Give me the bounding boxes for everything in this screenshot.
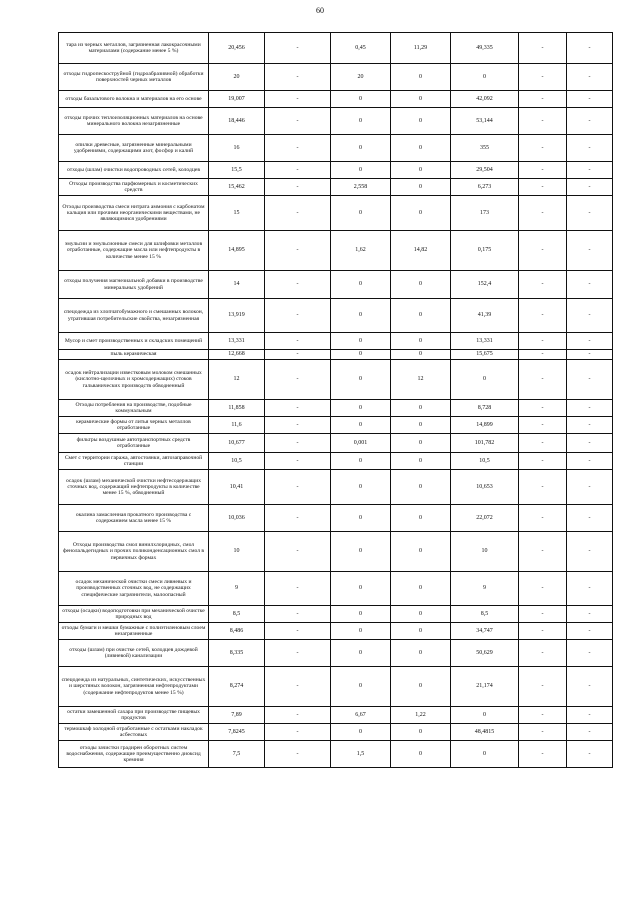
value-cell-c4: 0 (391, 179, 451, 196)
waste-name-cell: спецодежда из натуральных, синтетических, искусственных и шерстяных волокон, загрязненная нефтепродуктами (содержание нефтепродуктов менее 15 %) (59, 667, 209, 707)
value-cell-c5: 41,39 (451, 299, 519, 333)
value-cell-c2: - (265, 606, 331, 623)
value-cell-c7: - (567, 532, 613, 572)
value-cell-c3: 0 (331, 606, 391, 623)
value-cell-c6: - (519, 640, 567, 667)
value-cell-c5: 0 (451, 741, 519, 768)
value-cell-c6: - (519, 505, 567, 532)
value-cell-c2: - (265, 707, 331, 724)
value-cell-c1: 10 (209, 532, 265, 572)
table-row (59, 572, 613, 606)
value-cell-c6: - (519, 667, 567, 707)
waste-name-cell: тара из черных металлов, загрязненная лакокрасочными материалами (содержание менее 5 %) (59, 33, 209, 64)
value-cell-c5: 48,4815 (451, 724, 519, 741)
table-row (59, 667, 613, 707)
value-cell-c3: 0 (331, 667, 391, 707)
value-cell-c2: - (265, 162, 331, 179)
value-cell-c6: - (519, 606, 567, 623)
value-cell-c2: - (265, 360, 331, 400)
value-cell-c5: 101,782 (451, 434, 519, 453)
value-cell-c4: 0 (391, 505, 451, 532)
table-row (59, 271, 613, 299)
value-cell-c5: 14,899 (451, 417, 519, 434)
value-cell-c6: - (519, 33, 567, 64)
value-cell-c6: - (519, 231, 567, 271)
value-cell-c7: - (567, 400, 613, 417)
table-row (59, 135, 613, 162)
value-cell-c4: 0 (391, 64, 451, 91)
table-row (59, 532, 613, 572)
value-cell-c7: - (567, 64, 613, 91)
value-cell-c2: - (265, 667, 331, 707)
value-cell-c7: - (567, 271, 613, 299)
value-cell-c3: 0 (331, 505, 391, 532)
value-cell-c1: 8,5 (209, 606, 265, 623)
value-cell-c1: 15,462 (209, 179, 265, 196)
value-cell-c1: 20 (209, 64, 265, 91)
value-cell-c6: - (519, 271, 567, 299)
value-cell-c2: - (265, 572, 331, 606)
value-cell-c3: 0 (331, 350, 391, 360)
value-cell-c1: 19,007 (209, 91, 265, 108)
value-cell-c2: - (265, 64, 331, 91)
table-row (59, 400, 613, 417)
value-cell-c1: 16 (209, 135, 265, 162)
value-cell-c3: 2,558 (331, 179, 391, 196)
value-cell-c2: - (265, 350, 331, 360)
value-cell-c6: - (519, 135, 567, 162)
table-row (59, 91, 613, 108)
value-cell-c5: 42,092 (451, 91, 519, 108)
table-row (59, 350, 613, 360)
value-cell-c4: 0 (391, 741, 451, 768)
value-cell-c1: 14,895 (209, 231, 265, 271)
value-cell-c7: - (567, 91, 613, 108)
value-cell-c5: 152,4 (451, 271, 519, 299)
value-cell-c7: - (567, 741, 613, 768)
value-cell-c3: 0 (331, 360, 391, 400)
value-cell-c2: - (265, 724, 331, 741)
value-cell-c2: - (265, 417, 331, 434)
value-cell-c1: 13,919 (209, 299, 265, 333)
value-cell-c3: 1,62 (331, 231, 391, 271)
value-cell-c5: 29,504 (451, 162, 519, 179)
value-cell-c2: - (265, 333, 331, 350)
value-cell-c5: 49,335 (451, 33, 519, 64)
value-cell-c3: 0 (331, 162, 391, 179)
value-cell-c1: 10,5 (209, 453, 265, 470)
value-cell-c1: 20,456 (209, 33, 265, 64)
value-cell-c7: - (567, 179, 613, 196)
value-cell-c2: - (265, 470, 331, 505)
value-cell-c4: 0 (391, 724, 451, 741)
value-cell-c6: - (519, 333, 567, 350)
waste-name-cell: Отходы производства смол винилхлоридных, смол фенолальдегидных и прочих поликонденсационных смол в первичных формах (59, 532, 209, 572)
table-row (59, 196, 613, 231)
value-cell-c5: 15,675 (451, 350, 519, 360)
value-cell-c4: 11,29 (391, 33, 451, 64)
value-cell-c6: - (519, 196, 567, 231)
value-cell-c7: - (567, 196, 613, 231)
value-cell-c3: 0 (331, 724, 391, 741)
value-cell-c4: 14,82 (391, 231, 451, 271)
value-cell-c6: - (519, 299, 567, 333)
waste-name-cell: керамические формы от литья черных металлов отработанные (59, 417, 209, 434)
value-cell-c5: 53,144 (451, 108, 519, 135)
value-cell-c2: - (265, 33, 331, 64)
value-cell-c3: 0,45 (331, 33, 391, 64)
value-cell-c6: - (519, 108, 567, 135)
value-cell-c4: 0 (391, 400, 451, 417)
value-cell-c3: 0 (331, 196, 391, 231)
table-row (59, 707, 613, 724)
table-row (59, 505, 613, 532)
value-cell-c2: - (265, 640, 331, 667)
table-row (59, 741, 613, 768)
value-cell-c2: - (265, 532, 331, 572)
value-cell-c3: 6,67 (331, 707, 391, 724)
value-cell-c6: - (519, 532, 567, 572)
value-cell-c3: 0 (331, 640, 391, 667)
waste-name-cell: Отходы потребления на производстве, подобные коммунальным (59, 400, 209, 417)
value-cell-c2: - (265, 271, 331, 299)
value-cell-c1: 7,5 (209, 741, 265, 768)
waste-name-cell: Смет с территории гаража, автостоянки, автозаправочной станции (59, 453, 209, 470)
value-cell-c3: 0 (331, 623, 391, 640)
value-cell-c1: 7,89 (209, 707, 265, 724)
table-row (59, 606, 613, 623)
value-cell-c1: 11,858 (209, 400, 265, 417)
table-row (59, 640, 613, 667)
value-cell-c3: 0 (331, 453, 391, 470)
value-cell-c1: 14 (209, 271, 265, 299)
value-cell-c5: 50,629 (451, 640, 519, 667)
waste-name-cell: отходы зачистки градирен оборотных систем водоснабжения, содержащие преимущественно диоксид кремния (59, 741, 209, 768)
value-cell-c5: 10,5 (451, 453, 519, 470)
value-cell-c5: 21,174 (451, 667, 519, 707)
value-cell-c4: 0 (391, 350, 451, 360)
value-cell-c2: - (265, 135, 331, 162)
waste-name-cell: остатки замешенной сахара при производстве пищевых продуктов (59, 707, 209, 724)
waste-name-cell: отходы получения магнезиальной добавки в производстве минеральных удобрений (59, 271, 209, 299)
value-cell-c5: 355 (451, 135, 519, 162)
value-cell-c3: 0 (331, 91, 391, 108)
value-cell-c7: - (567, 434, 613, 453)
value-cell-c5: 22,072 (451, 505, 519, 532)
value-cell-c1: 15 (209, 196, 265, 231)
waste-name-cell: опилки древесные, загрязненные минеральными удобрениями, содержащими азот, фосфор и калий (59, 135, 209, 162)
waste-name-cell: осадок (шлам) механической очистки нефтесодержащих сточных вод, содержащий нефтепродукты в количестве менее 15 %, обводненный (59, 470, 209, 505)
value-cell-c7: - (567, 135, 613, 162)
value-cell-c7: - (567, 417, 613, 434)
value-cell-c2: - (265, 196, 331, 231)
waste-name-cell: отходы гидропескоструйной (гидроабразивной) обработки поверхностей черных металлов (59, 64, 209, 91)
value-cell-c5: 10 (451, 532, 519, 572)
table-row (59, 417, 613, 434)
table-row (59, 453, 613, 470)
value-cell-c5: 13,331 (451, 333, 519, 350)
value-cell-c3: 1,5 (331, 741, 391, 768)
value-cell-c4: 0 (391, 434, 451, 453)
value-cell-c2: - (265, 741, 331, 768)
value-cell-c6: - (519, 724, 567, 741)
value-cell-c1: 15,5 (209, 162, 265, 179)
value-cell-c3: 0 (331, 417, 391, 434)
value-cell-c6: - (519, 470, 567, 505)
value-cell-c3: 0 (331, 400, 391, 417)
waste-name-cell: осадок нейтрализации известковым молоком смешанных (кислотно-щелочных и хромсодержащих) стоков гальванических производств обводненный (59, 360, 209, 400)
waste-name-cell: Мусор и смет производственных и складских помещений (59, 333, 209, 350)
table-row (59, 360, 613, 400)
waste-name-cell: эмульсии и эмульсионные смеси для шлифовки металлов отработанные, содержащие масла или нефтепродукты в количестве менее 15 % (59, 231, 209, 271)
value-cell-c6: - (519, 91, 567, 108)
value-cell-c7: - (567, 623, 613, 640)
value-cell-c1: 8,335 (209, 640, 265, 667)
waste-name-cell: отходы прочих теплоизоляционных материалов на основе минерального волокна незагрязненные (59, 108, 209, 135)
value-cell-c4: 0 (391, 196, 451, 231)
waste-name-cell: отходы бумаги и мешки бумажные с полиэтиленовым слоем незагрязненные (59, 623, 209, 640)
value-cell-c2: - (265, 91, 331, 108)
value-cell-c5: 8,728 (451, 400, 519, 417)
table-row (59, 179, 613, 196)
waste-name-cell: Отходы производства парфюмерных и косметических средств (59, 179, 209, 196)
value-cell-c3: 0 (331, 108, 391, 135)
value-cell-c3: 0 (331, 299, 391, 333)
value-cell-c1: 8,274 (209, 667, 265, 707)
waste-name-cell: отходы базальтового волокна и материалов на его основе (59, 91, 209, 108)
value-cell-c7: - (567, 299, 613, 333)
value-cell-c1: 13,331 (209, 333, 265, 350)
value-cell-c4: 0 (391, 572, 451, 606)
value-cell-c4: 0 (391, 606, 451, 623)
value-cell-c2: - (265, 434, 331, 453)
value-cell-c3: 0 (331, 532, 391, 572)
value-cell-c1: 9 (209, 572, 265, 606)
value-cell-c6: - (519, 179, 567, 196)
value-cell-c6: - (519, 434, 567, 453)
value-cell-c4: 0 (391, 532, 451, 572)
value-cell-c5: 0,175 (451, 231, 519, 271)
value-cell-c1: 7,8245 (209, 724, 265, 741)
value-cell-c4: 0 (391, 333, 451, 350)
value-cell-c1: 10,677 (209, 434, 265, 453)
value-cell-c4: 0 (391, 417, 451, 434)
value-cell-c4: 0 (391, 299, 451, 333)
value-cell-c6: - (519, 707, 567, 724)
page-number: 60 (316, 6, 324, 15)
value-cell-c7: - (567, 606, 613, 623)
value-cell-c3: 0,001 (331, 434, 391, 453)
value-cell-c7: - (567, 360, 613, 400)
value-cell-c7: - (567, 453, 613, 470)
value-cell-c4: 0 (391, 453, 451, 470)
waste-name-cell: отходы (осадки) водоподготовки при механической очистке природных вод (59, 606, 209, 623)
value-cell-c1: 8,486 (209, 623, 265, 640)
value-cell-c5: 9 (451, 572, 519, 606)
value-cell-c7: - (567, 572, 613, 606)
value-cell-c2: - (265, 623, 331, 640)
value-cell-c7: - (567, 724, 613, 741)
value-cell-c7: - (567, 108, 613, 135)
table-row (59, 108, 613, 135)
value-cell-c7: - (567, 231, 613, 271)
value-cell-c1: 10,41 (209, 470, 265, 505)
value-cell-c4: 0 (391, 271, 451, 299)
table-row (59, 724, 613, 741)
value-cell-c6: - (519, 400, 567, 417)
value-cell-c2: - (265, 108, 331, 135)
table-row (59, 333, 613, 350)
value-cell-c6: - (519, 64, 567, 91)
value-cell-c4: 0 (391, 162, 451, 179)
value-cell-c2: - (265, 453, 331, 470)
value-cell-c4: 1,22 (391, 707, 451, 724)
value-cell-c6: - (519, 572, 567, 606)
waste-name-cell: окалина замасленная прокатного производства с содержанием масла менее 15 % (59, 505, 209, 532)
value-cell-c1: 18,446 (209, 108, 265, 135)
value-cell-c7: - (567, 33, 613, 64)
value-cell-c6: - (519, 162, 567, 179)
value-cell-c3: 0 (331, 135, 391, 162)
table-row (59, 64, 613, 91)
value-cell-c2: - (265, 231, 331, 271)
value-cell-c7: - (567, 162, 613, 179)
table-row (59, 470, 613, 505)
value-cell-c5: 173 (451, 196, 519, 231)
value-cell-c6: - (519, 417, 567, 434)
value-cell-c5: 34,747 (451, 623, 519, 640)
value-cell-c3: 0 (331, 470, 391, 505)
value-cell-c2: - (265, 179, 331, 196)
value-cell-c4: 0 (391, 470, 451, 505)
value-cell-c7: - (567, 333, 613, 350)
value-cell-c3: 0 (331, 572, 391, 606)
value-cell-c7: - (567, 707, 613, 724)
value-cell-c6: - (519, 350, 567, 360)
value-cell-c5: 8,5 (451, 606, 519, 623)
value-cell-c6: - (519, 623, 567, 640)
value-cell-c5: 10,653 (451, 470, 519, 505)
table-row (59, 162, 613, 179)
value-cell-c2: - (265, 505, 331, 532)
value-cell-c2: - (265, 299, 331, 333)
value-cell-c3: 0 (331, 333, 391, 350)
value-cell-c5: 0 (451, 707, 519, 724)
value-cell-c7: - (567, 640, 613, 667)
value-cell-c7: - (567, 350, 613, 360)
value-cell-c4: 0 (391, 91, 451, 108)
table-row (59, 299, 613, 333)
value-cell-c4: 12 (391, 360, 451, 400)
value-cell-c4: 0 (391, 667, 451, 707)
table-row (59, 33, 613, 64)
waste-name-cell: спецодежда из хлопчатобумажного и смешанных волокон, утратившая потребительские свойства, незагрязненная (59, 299, 209, 333)
waste-name-cell: отходы (шлам) очистки водопроводных сетей, колодцев (59, 162, 209, 179)
value-cell-c4: 0 (391, 108, 451, 135)
waste-table (58, 32, 613, 768)
value-cell-c5: 0 (451, 64, 519, 91)
value-cell-c4: 0 (391, 640, 451, 667)
waste-name-cell: фильтры воздушные автотранспортных средств отработанные (59, 434, 209, 453)
value-cell-c6: - (519, 453, 567, 470)
value-cell-c7: - (567, 667, 613, 707)
table-body (59, 33, 613, 768)
value-cell-c3: 0 (331, 271, 391, 299)
value-cell-c6: - (519, 360, 567, 400)
value-cell-c2: - (265, 400, 331, 417)
value-cell-c1: 10,036 (209, 505, 265, 532)
value-cell-c6: - (519, 741, 567, 768)
value-cell-c7: - (567, 470, 613, 505)
waste-name-cell: термошкаф холодной отработанные с остатками накладок асбестовых (59, 724, 209, 741)
table-row (59, 231, 613, 271)
value-cell-c1: 12,668 (209, 350, 265, 360)
value-cell-c7: - (567, 505, 613, 532)
value-cell-c4: 0 (391, 135, 451, 162)
value-cell-c5: 6,273 (451, 179, 519, 196)
waste-name-cell: Отходы производства смеси нитрата аммония с карбонатом кальция или прочими неорганическими веществами, не являющимися удобрениями (59, 196, 209, 231)
value-cell-c1: 11,6 (209, 417, 265, 434)
value-cell-c4: 0 (391, 623, 451, 640)
value-cell-c1: 12 (209, 360, 265, 400)
value-cell-c5: 0 (451, 360, 519, 400)
table-row (59, 623, 613, 640)
waste-name-cell: пыль керамическая (59, 350, 209, 360)
value-cell-c3: 20 (331, 64, 391, 91)
waste-name-cell: отходы (шлам) при очистке сетей, колодцев дождевой (ливневой) канализации (59, 640, 209, 667)
table-row (59, 434, 613, 453)
waste-name-cell: осадок механической очистки смеси ливневых и производственных сточных вод, не содержащих специфические загрязнители, малоопасный (59, 572, 209, 606)
